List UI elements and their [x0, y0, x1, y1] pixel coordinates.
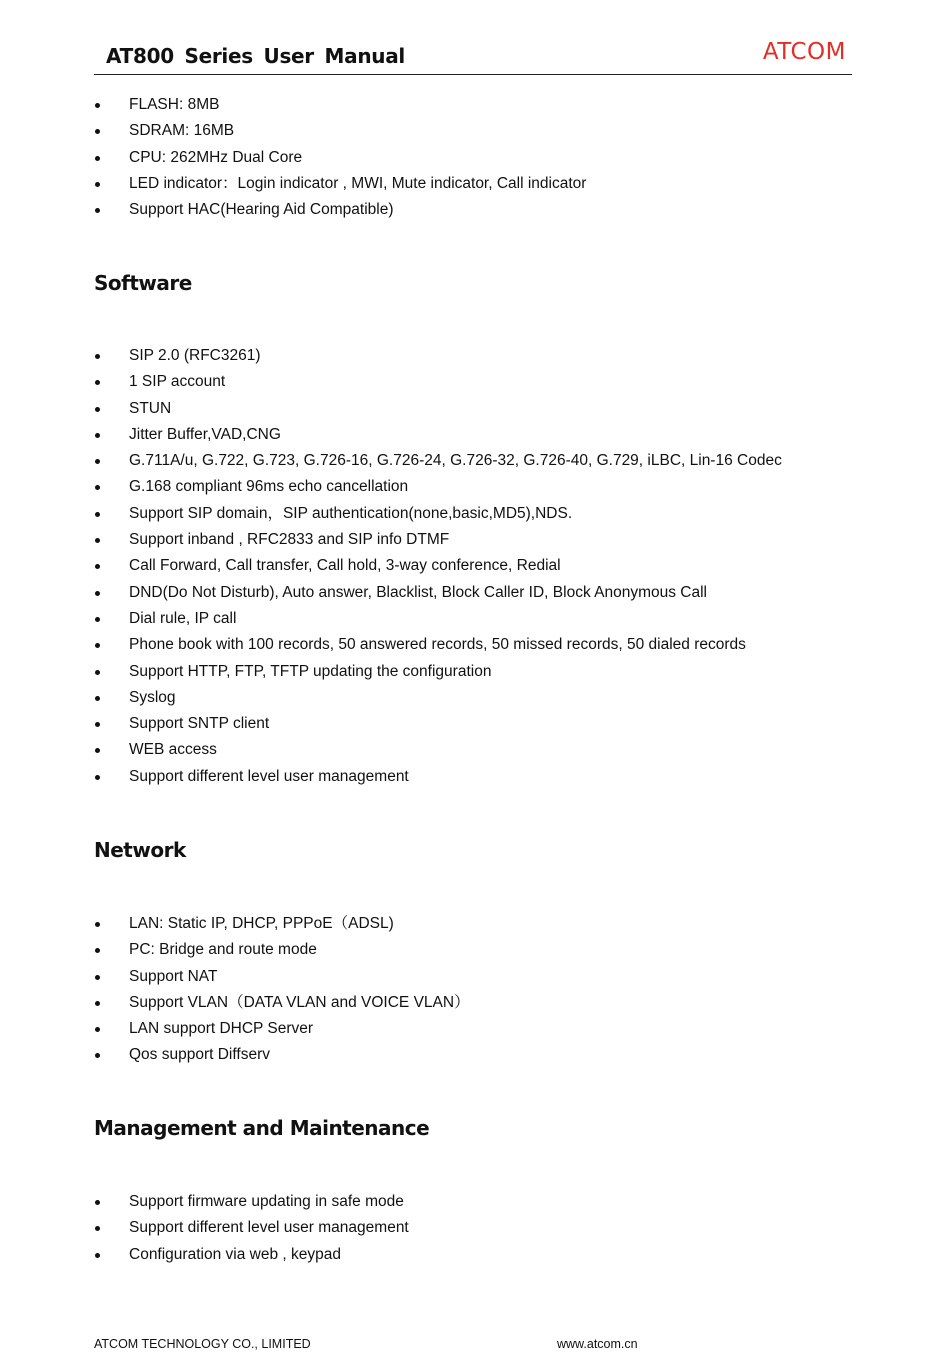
list-item: Configuration via web , keypad [0, 1242, 860, 1268]
bullet-icon [95, 948, 100, 953]
bullet-icon [95, 129, 100, 134]
bullet-icon [95, 775, 100, 780]
list-item: Support SIP domain，SIP authentication(none,basic,MD5),NDS. [0, 501, 860, 527]
software-heading: Software [94, 271, 192, 295]
bullet-icon [95, 922, 100, 927]
bullet-icon [95, 208, 100, 213]
list-item: Support HTTP, FTP, TFTP updating the configuration [0, 659, 860, 685]
bullet-icon [95, 696, 100, 701]
list-item: G.711A/u, G.722, G.723, G.726-16, G.726-24, G.726-32, G.726-40, G.729, iLBC, Lin-16 Codec [0, 448, 860, 474]
list-item: Support inband , RFC2833 and SIP info DTMF [0, 527, 860, 553]
list-item: LED indicator：Login indicator , MWI, Mute indicator, Call indicator [0, 171, 860, 197]
list-item: Jitter Buffer,VAD,CNG [0, 422, 860, 448]
bullet-icon [95, 617, 100, 622]
list-item: Support different level user management [0, 1215, 860, 1241]
list-item: LAN support DHCP Server [0, 1016, 860, 1042]
bullet-icon [95, 538, 100, 543]
network-list [0, 911, 860, 1069]
list-item: Support NAT [0, 964, 860, 990]
list-item: Support VLAN（DATA VLAN and VOICE VLAN） [0, 990, 860, 1016]
list-item: PC: Bridge and route mode [0, 937, 860, 963]
bullet-icon [95, 459, 100, 464]
list-item: Qos support Diffserv [0, 1042, 860, 1068]
bullet-icon [95, 354, 100, 359]
footer-website: www.atcom.cn [557, 1337, 638, 1351]
footer-company: ATCOM TECHNOLOGY CO., LIMITED [94, 1337, 311, 1351]
atcom-logo: ATCOM [762, 39, 846, 65]
bullet-icon [95, 1200, 100, 1205]
list-item: Phone book with 100 records, 50 answered records, 50 missed records, 50 dialed records [0, 632, 860, 658]
list-item: G.168 compliant 96ms echo cancellation [0, 474, 860, 500]
bullet-icon [95, 182, 100, 187]
bullet-icon [95, 643, 100, 648]
list-item: DND(Do Not Disturb), Auto answer, Blacklist, Block Caller ID, Block Anonymous Call [0, 580, 860, 606]
list-item: Support SNTP client [0, 711, 860, 737]
list-item: CPU: 262MHz Dual Core [0, 145, 860, 171]
bullet-icon [95, 380, 100, 385]
bullet-icon [95, 564, 100, 569]
bullet-icon [95, 103, 100, 108]
list-item: Dial rule, IP call [0, 606, 860, 632]
bullet-icon [95, 722, 100, 727]
page-header [94, 34, 852, 75]
bullet-icon [95, 512, 100, 517]
manual-title: AT800 Series User Manual [106, 44, 405, 68]
bullet-icon [95, 485, 100, 490]
list-item: 1 SIP account [0, 369, 860, 395]
list-item: SIP 2.0 (RFC3261) [0, 343, 860, 369]
bullet-icon [95, 407, 100, 412]
bullet-icon [95, 1253, 100, 1258]
software-list [0, 343, 860, 790]
bullet-icon [95, 1053, 100, 1058]
list-item: LAN: Static IP, DHCP, PPPoE（ADSL) [0, 911, 860, 937]
bullet-icon [95, 1001, 100, 1006]
list-item: FLASH: 8MB [0, 92, 860, 118]
list-item: WEB access [0, 737, 860, 763]
management-heading: Management and Maintenance [94, 1116, 430, 1140]
bullet-icon [95, 748, 100, 753]
bullet-icon [95, 670, 100, 675]
management-list [0, 1189, 860, 1268]
list-item: Support HAC(Hearing Aid Compatible) [0, 197, 860, 223]
list-item: Support firmware updating in safe mode [0, 1189, 860, 1215]
bullet-icon [95, 156, 100, 161]
list-item: Support different level user management [0, 764, 860, 790]
network-heading: Network [94, 838, 186, 862]
hardware-list [0, 92, 860, 223]
list-item: SDRAM: 16MB [0, 118, 860, 144]
list-item: Syslog [0, 685, 860, 711]
list-item: Call Forward, Call transfer, Call hold, 3-way conference, Redial [0, 553, 860, 579]
bullet-icon [95, 975, 100, 980]
bullet-icon [95, 433, 100, 438]
bullet-icon [95, 1226, 100, 1231]
bullet-icon [95, 591, 100, 596]
bullet-icon [95, 1027, 100, 1032]
list-item: STUN [0, 396, 860, 422]
